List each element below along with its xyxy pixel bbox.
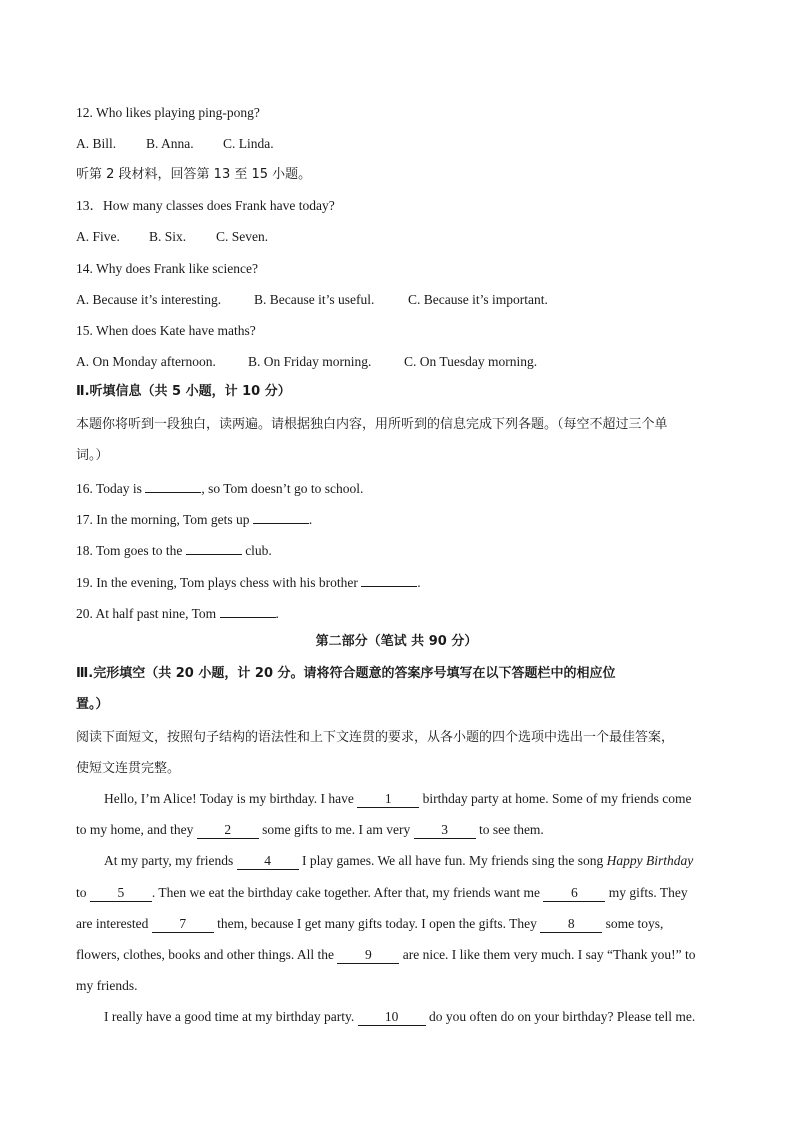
blank-7[interactable]: 7 (152, 916, 214, 933)
option-a: A. On Monday afternoon. (76, 354, 216, 369)
question-14-options (76, 291, 721, 309)
section-3-heading-line1: Ⅲ.完形填空（共 20 小题，计 20 分。请将符合题意的答案序号填写在以下答题栏中的相应位 (76, 666, 616, 681)
section-3-instruction-line2: 使短文连贯完整。 (76, 761, 181, 776)
section-2-heading: Ⅱ.听填信息（共 5 小题，计 10 分） (76, 384, 291, 399)
option-b: B. On Friday morning. (248, 354, 372, 369)
blank-5[interactable]: 5 (90, 885, 152, 902)
option-c: C. Seven. (216, 229, 269, 244)
passage-text: some toys, (602, 916, 664, 931)
option-a: A. Bill. (76, 136, 117, 151)
question-15 (76, 322, 721, 340)
option-b: B. Because it’s useful. (254, 292, 375, 307)
option-a: A. Because it’s interesting. (76, 292, 222, 307)
answer-blank[interactable] (145, 478, 201, 493)
answer-blank[interactable] (361, 572, 417, 587)
option-c: C. Linda. (223, 136, 274, 151)
section-3-heading-line2: 置。） (76, 697, 109, 712)
option-b: B. Six. (149, 229, 187, 244)
question-text: 17. In the morning, Tom gets up (76, 512, 253, 527)
question-13 (76, 197, 721, 215)
passage-text: I really have a good time at my birthday party. (104, 1009, 358, 1024)
question-text: club. (241, 543, 272, 558)
passage-line-2 (76, 821, 721, 839)
option-a: A. Five. (76, 229, 120, 244)
passage-text: to see them. (475, 822, 544, 837)
blank-4[interactable]: 4 (237, 853, 299, 870)
question-14 (76, 260, 721, 278)
question-17 (76, 509, 721, 529)
question-text: . (275, 606, 279, 621)
passage-text: I play games. We all have fun. My friends sing the song (298, 853, 607, 868)
passage-text: my gifts. They (605, 885, 688, 900)
passage-text: Hello, I’m Alice! Today is my birthday. I have (104, 791, 358, 806)
passage-line-5 (76, 915, 721, 933)
question-text: , so Tom doesn’t go to school. (201, 481, 364, 496)
passage-text: them, because I get many gifts today. I open the gifts. They (213, 916, 541, 931)
listening-instruction: 听第 2 段材料，回答第 13 至 15 小题。 (76, 167, 312, 182)
question-20 (76, 603, 721, 623)
answer-blank[interactable] (253, 509, 309, 524)
question-text: 16. Today is (76, 481, 146, 496)
question-stem: 14. Why does Frank like science? (76, 261, 258, 276)
question-15-options (76, 353, 721, 371)
question-stem: 12. Who likes playing ping-pong? (76, 105, 260, 120)
blank-6[interactable]: 6 (543, 885, 605, 902)
passage-text: are nice. I like them very much. I say “Thank you!” to (399, 947, 696, 962)
question-stem: 13．How many classes does Frank have today? (76, 198, 335, 213)
blank-3[interactable]: 3 (414, 822, 476, 839)
blank-10[interactable]: 10 (358, 1009, 426, 1026)
answer-blank[interactable] (186, 540, 242, 555)
question-text: . (417, 575, 421, 590)
question-stem: 15. When does Kate have maths? (76, 323, 256, 338)
question-text: . (308, 512, 313, 527)
blank-1[interactable]: 1 (357, 791, 419, 808)
blank-8[interactable]: 8 (540, 916, 602, 933)
question-text: 20. At half past nine, Tom (76, 606, 220, 621)
passage-line-4 (76, 884, 721, 902)
passage-text: do you often do on your birthday? Please tell me. (425, 1009, 696, 1024)
answer-blank[interactable] (220, 603, 276, 618)
song-title: Happy Birthday (606, 853, 694, 868)
passage-text: to my home, and they (76, 822, 197, 837)
passage-line-7: my friends. (76, 978, 138, 993)
passage-text: flowers, clothes, books and other things. All the (76, 947, 338, 962)
question-12 (76, 104, 721, 122)
passage-text: to (76, 885, 90, 900)
passage-line-8 (104, 1008, 724, 1026)
option-b: B. Anna. (146, 136, 194, 151)
question-text: 19. In the evening, Tom plays chess with his brother (76, 575, 362, 590)
question-19 (76, 572, 721, 592)
passage-text: . Then we eat the birthday cake together. After that, my friends want me (151, 885, 544, 900)
passage-text: birthday party at home. Some of my friends come (419, 791, 692, 806)
option-c: C. On Tuesday morning. (404, 354, 538, 369)
section-2-instruction-line1: 本题你将听到一段独白，读两遍。请根据独白内容，用所听到的信息完成下列各题。（每空不超过三个单 (76, 417, 668, 432)
section-2-instruction-line2: 词。） (76, 448, 109, 463)
question-13-options (76, 228, 721, 246)
blank-9[interactable]: 9 (337, 947, 399, 964)
question-16 (76, 478, 721, 498)
passage-line-3 (104, 852, 724, 870)
passage-text: are interested (76, 916, 152, 931)
section-3-instruction-line1: 阅读下面短文，按照句子结构的语法性和上下文连贯的要求，从各小题的四个选项中选出一个最佳答案， (76, 730, 675, 745)
blank-2[interactable]: 2 (197, 822, 259, 839)
option-c: C. Because it’s important. (408, 292, 548, 307)
question-12-options (76, 135, 721, 153)
passage-line-6 (76, 946, 721, 964)
part-2-title: 第二部分（笔试 共 90 分） (315, 634, 478, 649)
passage-text: some gifts to me. I am very (258, 822, 414, 837)
passage-line-1 (104, 790, 724, 808)
passage-text: At my party, my friends (104, 853, 237, 868)
question-text: 18. Tom goes to the (76, 543, 186, 558)
question-18 (76, 540, 721, 560)
